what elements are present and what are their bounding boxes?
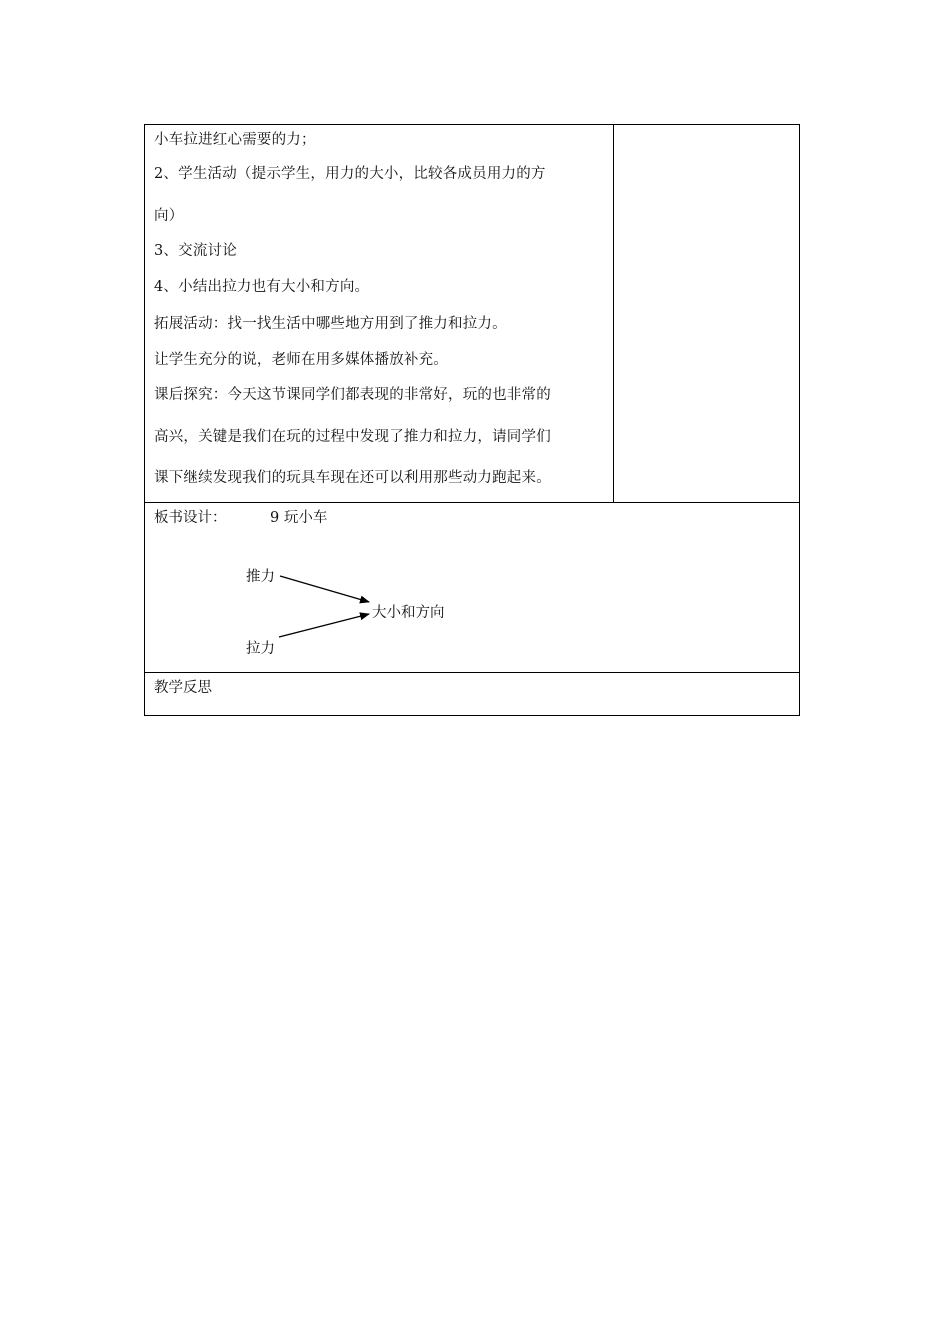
column-divider [613,125,614,502]
lesson-line-10: 课下继续发现我们的玩具车现在还可以利用那些动力跑起来。 [154,470,551,486]
lesson-line-4: 3、交流讨论 [154,243,237,259]
lesson-process-row [145,125,799,503]
lesson-line-6: 拓展活动：找一找生活中哪些地方用到了推力和拉力。 [154,316,507,332]
lesson-line-1: 小车拉进红心需要的力； [154,132,316,148]
push-arrow [280,576,369,602]
lesson-line-8: 课后探究：今天这节课同学们都表现的非常好，玩的也非常的 [154,387,551,403]
push-force-label: 推力 [246,569,275,585]
force-arrows-diagram [145,503,799,673]
pull-force-label: 拉力 [246,641,275,657]
reflection-row [145,673,799,715]
lesson-table [144,124,800,716]
board-design-row [145,503,799,673]
lesson-line-5: 4、小结出拉力也有大小和方向。 [154,279,370,295]
lesson-line-9: 高兴，关键是我们在玩的过程中发现了推力和拉力，请同学们 [154,429,551,445]
pull-arrow [279,614,369,637]
teaching-reflection-label: 教学反思 [154,680,212,696]
board-design-label: 板书设计： [154,510,227,526]
board-lesson-title: 9 玩小车 [270,510,328,526]
magnitude-direction-label: 大小和方向 [372,605,445,621]
lesson-line-3: 向） [154,208,184,224]
lesson-line-7: 让学生充分的说，老师在用多媒体播放补充。 [154,352,448,368]
lesson-line-2: 2、学生活动（提示学生，用力的大小，比较各成员用力的方 [154,166,546,182]
